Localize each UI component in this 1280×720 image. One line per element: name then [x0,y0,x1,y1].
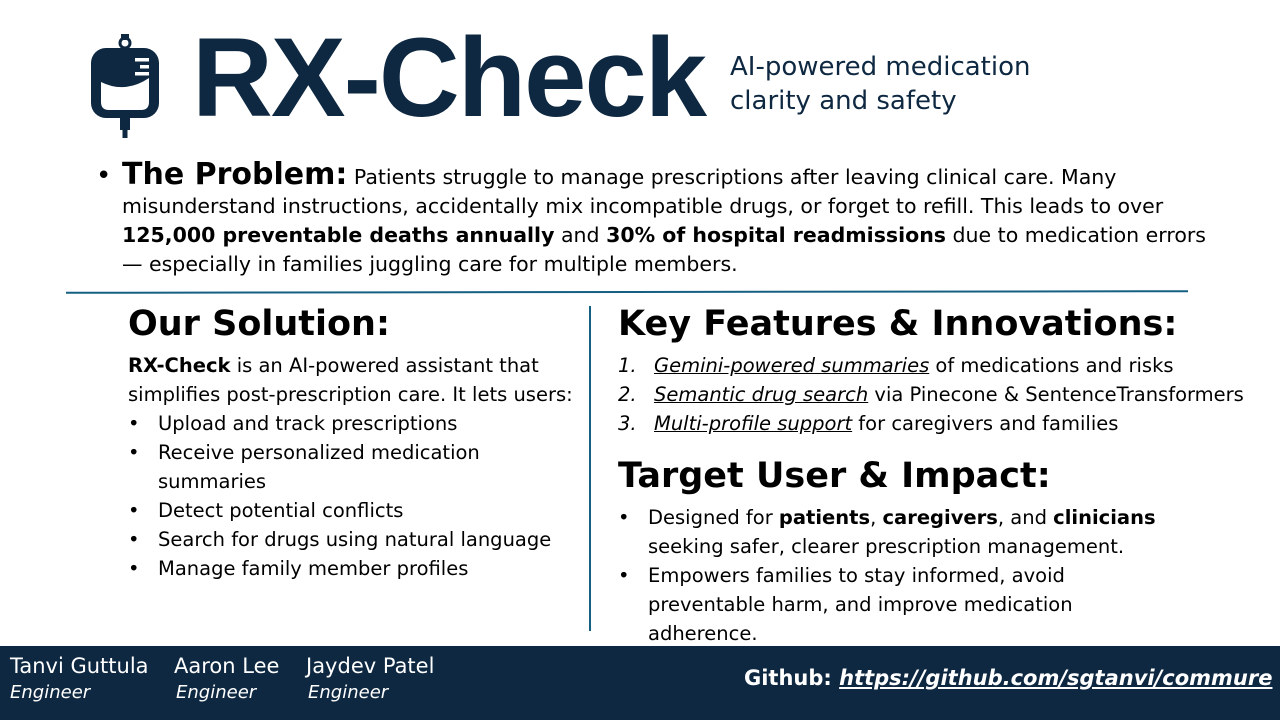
list-item: • Empowers families to stay informed, avoid preventable harm, and improve medication adherence. [618,561,1178,648]
problem-statement [96,157,1216,279]
iv-bag-icon [88,34,162,138]
solution-intro-bold: RX-Check [128,354,231,377]
tagline-line-1: AI-powered medication [730,52,1031,82]
footer-bar [0,646,1280,720]
audience-patients: patients [778,506,871,529]
audience-clinicians: clinicians [1053,506,1156,529]
list-item: • Manage family member profiles [128,554,583,583]
team-member [306,652,434,706]
features-title: Key Features & Innovations: [618,304,1178,344]
tagline-line-2: clarity and safety [730,86,957,116]
member-role: Engineer [308,682,389,703]
member-role: Engineer [176,682,257,703]
audience-caregivers: caregivers [882,506,998,529]
problem-heading: The Problem: [122,157,348,192]
app-title: RX-Check [192,15,706,140]
feature-number: 3. [618,412,637,435]
feature-item [618,409,1280,438]
features-list [618,351,1280,438]
feature-name: Multi-profile support [654,412,853,435]
github-info [744,664,1272,692]
feature-number: 1. [618,354,637,377]
list-item: • Upload and track prescriptions [128,409,583,438]
solution-list [128,409,583,583]
solution-intro-text: is an AI-powered assistant that simplifies post-prescription care. It lets users: [128,354,573,406]
feature-description: via Pinecone & SentenceTransformers [868,383,1244,406]
vertical-divider [589,306,591,631]
solution-section [128,303,583,583]
problem-stat-deaths: 125,000 preventable deaths annually [122,223,555,247]
member-name: Jaydev Patel [306,654,435,678]
horizontal-divider [66,290,1188,294]
feature-name: Gemini-powered summaries [654,354,930,377]
problem-stat-readmissions: 30% of hospital readmissions [606,223,947,247]
member-role: Engineer [10,682,91,703]
github-link[interactable]: https://github.com/sgtanvi/commure [839,666,1273,690]
team-member [174,652,279,706]
problem-text-1: Patients struggle to manage prescriptions after leaving clinical care. Many misunderstand instructions, accidentally mix incompatible drugs, or forget to refill. This leads to over [122,165,1164,218]
list-item: • Detect potential conflicts [128,496,583,525]
bullet-icon: • [96,161,112,191]
target-text: Designed for [648,506,779,529]
target-title: Target User & Impact: [618,456,1051,496]
list-item: • Receive personalized medication summaries [128,438,583,496]
github-label: Github: [744,666,840,690]
problem-text-2: and [554,223,607,247]
problem-body [122,157,1216,279]
target-text: , [870,506,883,529]
problem-text-3: due to medication errors — especially in families juggling care for multiple members. [122,223,1206,276]
target-text: seeking safer, clearer prescription management. [648,535,1125,558]
feature-description: for caregivers and families [852,412,1119,435]
member-name: Aaron Lee [174,654,280,678]
feature-description: of medications and risks [929,354,1174,377]
feature-item [618,351,1280,380]
tagline [730,50,1110,118]
list-item: • Search for drugs using natural language [128,525,583,554]
target-section [618,455,1178,648]
target-list [618,503,1178,648]
feature-item [618,380,1280,409]
features-section [618,303,1280,438]
solution-intro [128,351,583,409]
team-member [10,652,149,706]
feature-number: 2. [618,383,637,406]
solution-title: Our Solution: [128,304,390,344]
target-text: , and [997,506,1054,529]
feature-name: Semantic drug search [654,383,869,406]
list-item [618,503,1178,561]
member-name: Tanvi Guttula [10,654,149,678]
